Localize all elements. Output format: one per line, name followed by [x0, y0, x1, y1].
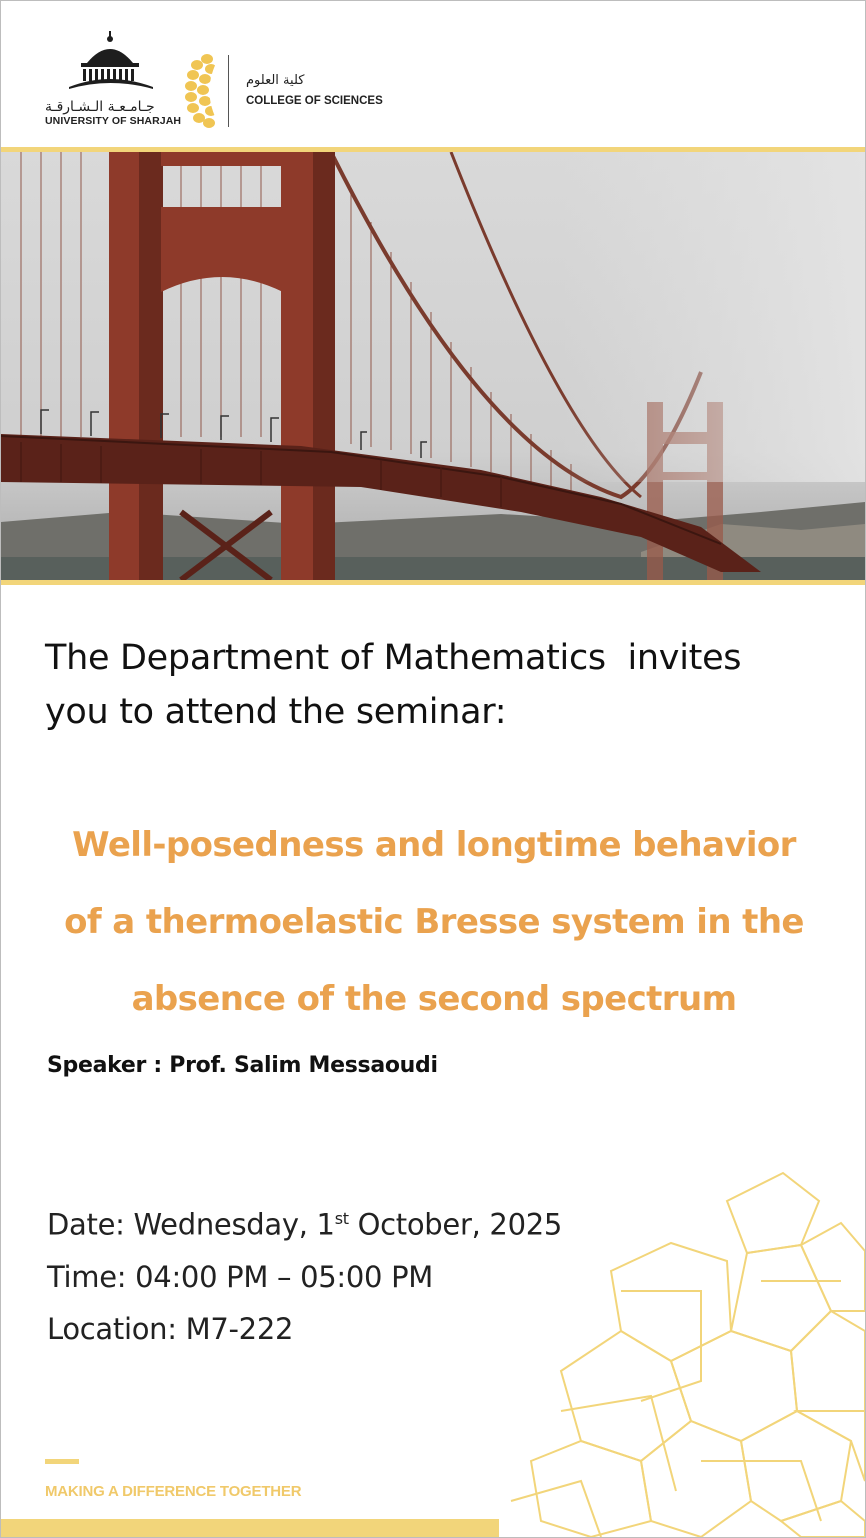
golden-gate-bridge-photo: [1, 152, 865, 580]
seminar-title-line-3: absence of the second spectrum: [131, 979, 737, 1019]
geometric-pattern-decoration: [501, 1161, 865, 1537]
university-name-arabic: جـامـعـة الـشـارقـة: [45, 99, 155, 115]
event-time: Time: 04:00 PM – 05:00 PM: [47, 1259, 433, 1294]
tagline: MAKING A DIFFERENCE TOGETHER: [45, 1483, 302, 1500]
seminar-title: [21, 807, 847, 1038]
seminar-title-line-2: of a thermoelastic Bresse system in the: [64, 902, 804, 942]
seminar-title-line-1: Well-posedness and longtime behavior: [72, 825, 796, 865]
intro-line-2: you to attend the seminar:: [45, 692, 507, 732]
event-date-suffix: October, 2025: [348, 1207, 563, 1242]
university-name-english: UNIVERSITY OF SHARJAH: [45, 115, 182, 127]
college-flower-logo-icon: [185, 53, 225, 129]
speaker: Speaker : Prof. Salim Messaoudi: [47, 1053, 438, 1078]
college-name-english: COLLEGE OF SCIENCES: [246, 95, 383, 107]
event-date-prefix: Date: Wednesday, 1: [47, 1207, 335, 1242]
header: [1, 1, 865, 147]
event-details: [47, 1193, 562, 1355]
intro-text: [45, 631, 835, 739]
logo-divider: [228, 55, 229, 127]
college-name-arabic: كلية العلوم: [246, 73, 305, 88]
event-location: Location: M7-222: [47, 1311, 294, 1346]
intro-line-1: The Department of Mathematics invites: [45, 638, 742, 678]
gold-divider-bottom: [1, 580, 865, 585]
tagline-dash: [45, 1459, 79, 1464]
event-date-ordinal: st: [334, 1209, 349, 1228]
footer-gold-bar: [1, 1519, 499, 1537]
event-date: [47, 1193, 562, 1251]
